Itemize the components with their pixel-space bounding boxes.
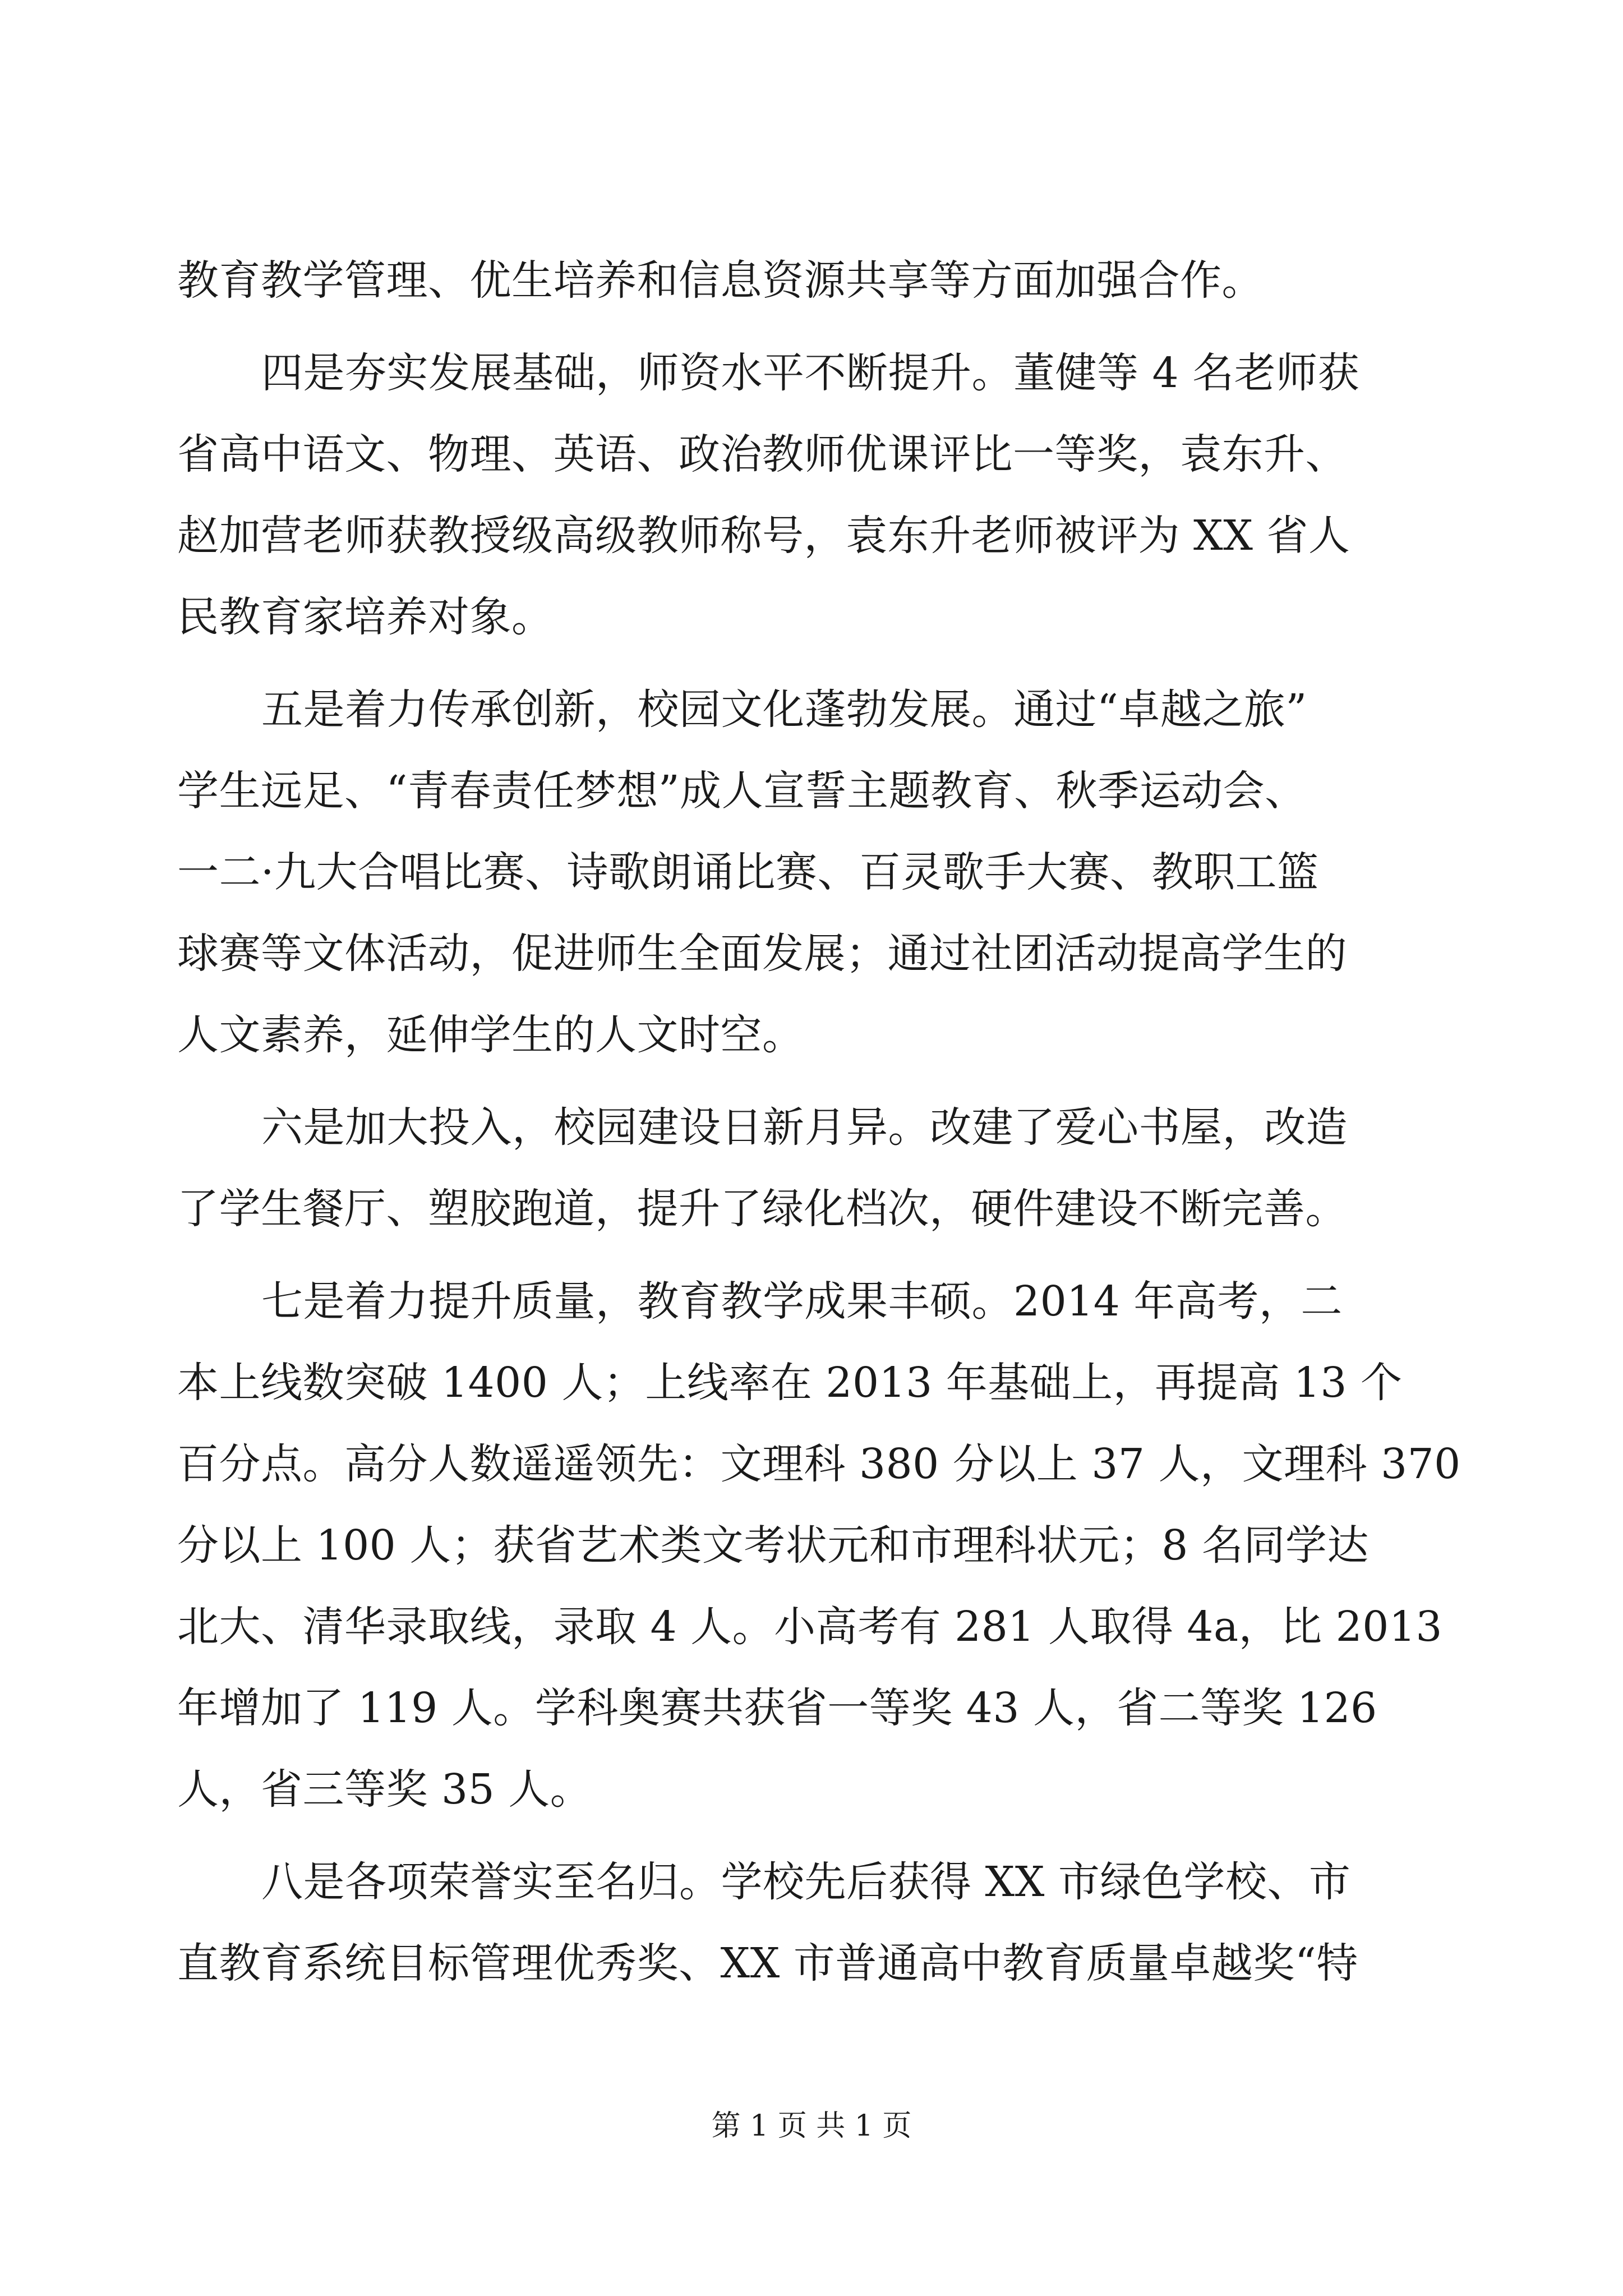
text-line: 民教育家培养对象。 bbox=[177, 593, 554, 641]
page-footer bbox=[0, 2104, 1623, 2148]
paragraph-7-line-1: 七是着力提升质量，教育教学成果丰硕。2014 年高考，二 bbox=[261, 1277, 1343, 1326]
text-line: 百分点。高分人数遥遥领先：文理科 380 分以上 37 人，文理科 370 bbox=[177, 1440, 1461, 1488]
paragraph-8-line-1: 八是各项荣誉实至名归。学校先后获得 XX 市绿色学校、市 bbox=[261, 1858, 1351, 1906]
text-line: 人，省三等奖 35 人。 bbox=[177, 1765, 592, 1814]
text-line: 直教育系统目标管理优秀奖、XX 市普通高中教育质量卓越奖“特 bbox=[177, 1939, 1358, 1987]
text-line: 学生远足、“青春责任梦想”成人宣誓主题教育、秋季运动会、 bbox=[177, 767, 1307, 815]
text-line: 本上线数突破 1400 人；上线率在 2013 年基础上，再提高 13 个 bbox=[177, 1359, 1403, 1407]
text-line: 人文素养，延伸学生的人文时空。 bbox=[177, 1011, 804, 1059]
text-line: 赵加营老师获教授级高级教师称号，袁东升老师被评为 XX 省人 bbox=[177, 512, 1350, 560]
text-line: 分以上 100 人；获省艺术类文考状元和市理科状元；8 名同学达 bbox=[177, 1521, 1369, 1570]
text-line: 球赛等文体活动，促进师生全面发展；通过社团活动提高学生的 bbox=[177, 930, 1347, 978]
paragraph-6-line-1: 六是加大投入，校园建设日新月异。改建了爱心书屋，改造 bbox=[261, 1103, 1348, 1152]
text-line: 年增加了 119 人。学科奥赛共获省一等奖 43 人，省二等奖 126 bbox=[177, 1684, 1377, 1732]
text-line: 一二·九大合唱比赛、诗歌朗诵比赛、百灵歌手大赛、教职工篮 bbox=[177, 848, 1319, 896]
text-line: 省高中语文、物理、英语、政治教师优课评比一等奖，袁东升、 bbox=[177, 430, 1347, 478]
paragraph-5-line-1: 五是着力传承创新，校园文化蓬勃发展。通过“卓越之旅” bbox=[261, 685, 1307, 734]
page-number-label: 第 1 页 共 1 页 bbox=[711, 2109, 912, 2143]
paragraph-4-line-1: 四是夯实发展基础，师资水平不断提升。董健等 4 名老师获 bbox=[261, 349, 1360, 397]
text-line: 北大、清华录取线，录取 4 人。小高考有 281 人取得 4a，比 2013 bbox=[177, 1603, 1442, 1651]
text-line: 教育教学管理、优生培养和信息资源共享等方面加强合作。 bbox=[177, 256, 1264, 305]
text-line: 了学生餐厅、塑胶跑道，提升了绿化档次，硬件建设不断完善。 bbox=[177, 1185, 1347, 1233]
